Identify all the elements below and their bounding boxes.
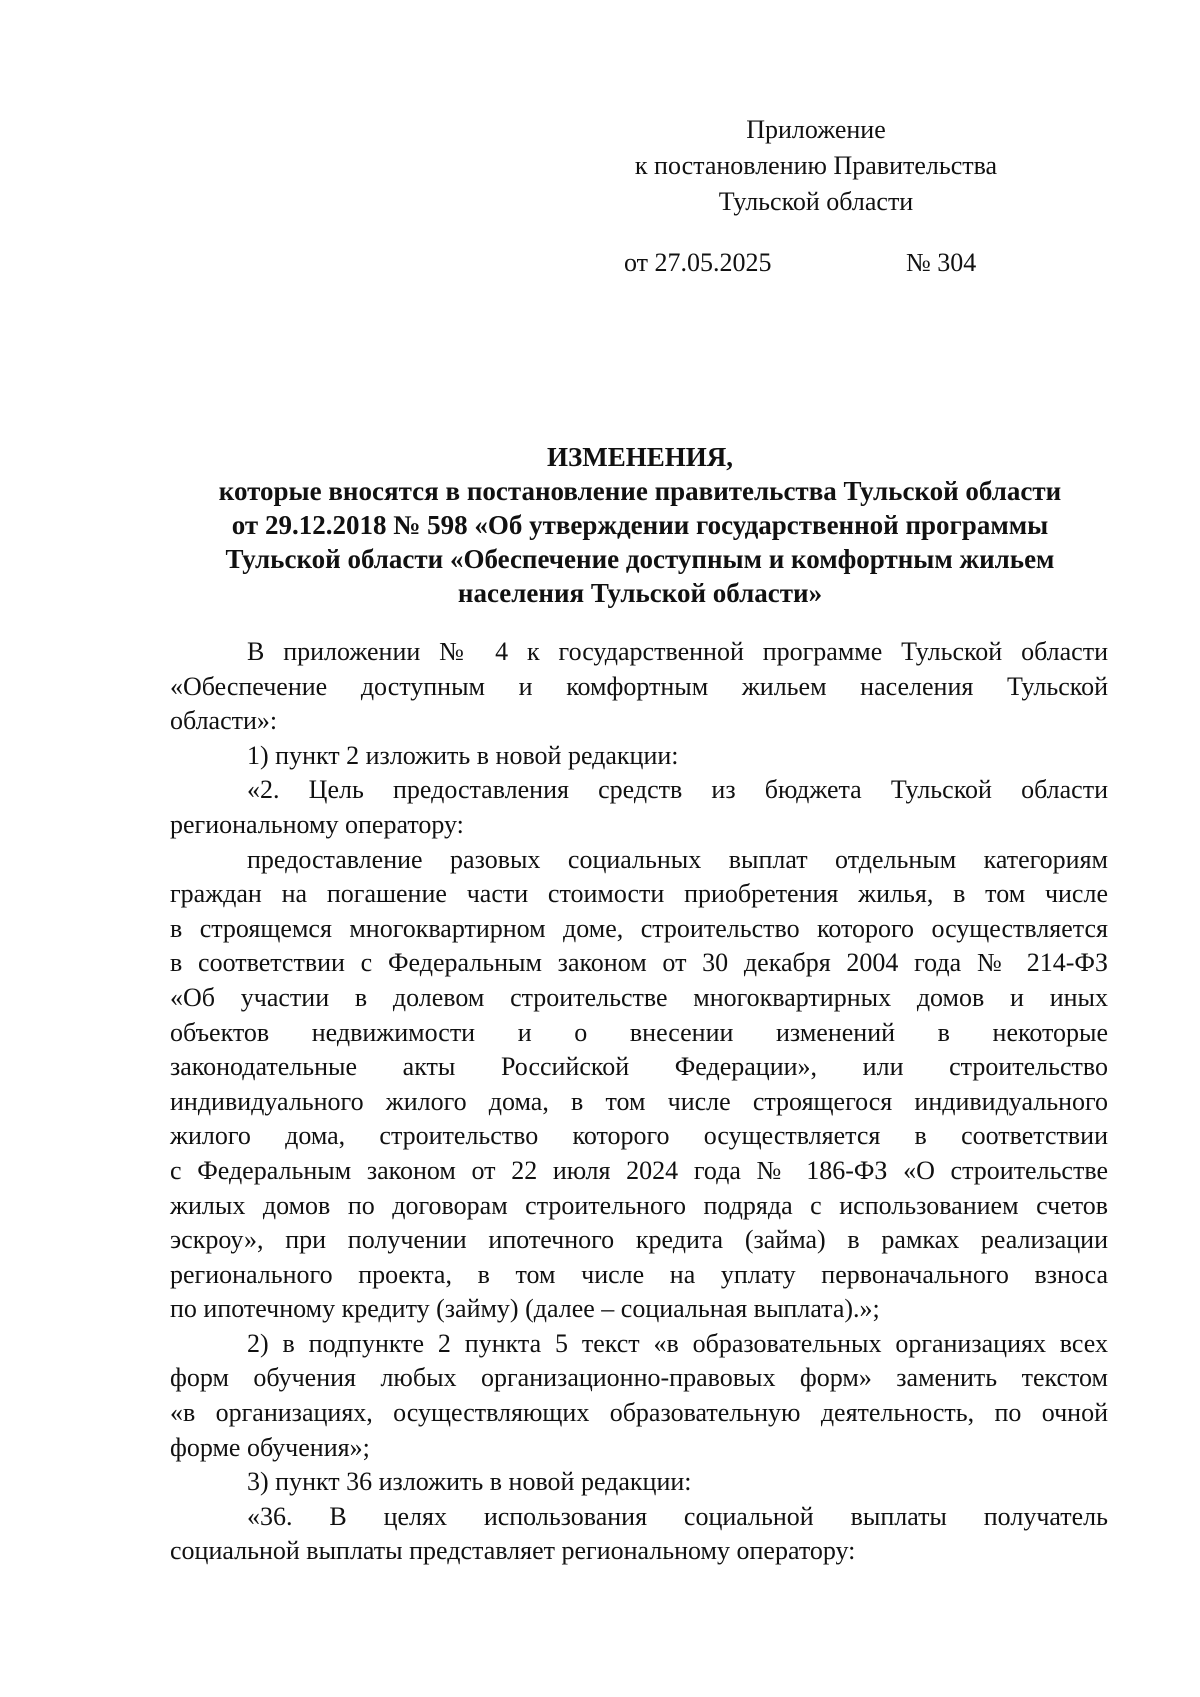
body-line: жилого дома, строительство которого осуществляется в соответствии — [170, 1121, 1108, 1151]
body-line: предоставление разовых социальных выплат отдельным категориям — [247, 844, 1108, 874]
resolution-number: № 304 — [906, 248, 977, 277]
body-line: региональному оператору: — [170, 809, 464, 839]
body-line: форм обучения любых организационно-правовых форм» заменить текстом — [170, 1363, 1108, 1393]
title-line: которые вносятся в постановление правительства Тульской области — [218, 476, 1062, 506]
body-line: «в организациях, осуществляющих образовательную деятельность, по очной — [170, 1398, 1108, 1428]
body-line: «Обеспечение доступным и комфортным жильем населения Тульской — [170, 671, 1108, 701]
body-line: 1) пункт 2 изложить в новой редакции: — [247, 740, 679, 770]
document-body — [170, 635, 1108, 1569]
appendix-header — [600, 112, 1032, 220]
resolution-date: от 27.05.2025 — [624, 248, 772, 277]
body-line: объектов недвижимости и о внесении изменений в некоторые — [170, 1017, 1108, 1047]
document-title — [170, 440, 1110, 610]
appendix-line: Тульской области — [718, 187, 914, 216]
body-line: 3) пункт 36 изложить в новой редакции: — [247, 1467, 692, 1497]
body-line: 2) в подпункте 2 пункта 5 текст «в образовательных организациях всех — [247, 1328, 1108, 1358]
body-line: В приложении № 4 к государственной программе Тульской области — [247, 637, 1108, 666]
body-line: социальной выплаты представляет региональному оператору: — [170, 1536, 856, 1566]
body-line: области»: — [170, 706, 278, 736]
body-line: жилых домов по договорам строительного подряда с использованием счетов — [170, 1190, 1108, 1220]
body-line: законодательные акты Российской Федерации», или строительство — [170, 1052, 1108, 1082]
body-line: «36. В целях использования социальной выплаты получатель — [247, 1501, 1108, 1531]
body-line: по ипотечному кредиту (займу) (далее – социальная выплата).»; — [170, 1294, 880, 1324]
title-line: от 29.12.2018 № 598 «Об утверждении государственной программы — [231, 510, 1049, 540]
body-line: эскроу», при получении ипотечного кредита (займа) в рамках реализации — [170, 1225, 1108, 1255]
title-line: населения Тульской области» — [457, 578, 823, 608]
title-heading: ИЗМЕНЕНИЯ, — [546, 442, 733, 472]
body-line: в соответствии с Федеральным законом от 30 декабря 2004 года № 214-ФЗ — [170, 948, 1108, 978]
body-line: граждан на погашение части стоимости приобретения жилья, в том числе — [170, 879, 1108, 909]
body-line: «2. Цель предоставления средств из бюджета Тульской области — [247, 775, 1108, 805]
body-line: индивидуального жилого дома, в том числе строящегося индивидуального — [170, 1086, 1108, 1116]
body-line: в строящемся многоквартирном доме, строительство которого осуществляется — [170, 913, 1108, 943]
body-line: форме обучения»; — [170, 1432, 370, 1462]
appendix-line: Приложение — [746, 115, 886, 144]
body-line: с Федеральным законом от 22 июля 2024 года № 186-ФЗ «О строительстве — [170, 1155, 1108, 1185]
appendix-line: к постановлению Правительства — [634, 151, 998, 180]
title-line: Тульской области «Обеспечение доступным и комфортным жильем — [225, 544, 1055, 574]
body-line: «Об участии в долевом строительстве многоквартирных домов и иных — [170, 982, 1108, 1012]
body-line: регионального проекта, в том числе на уплату первоначального взноса — [170, 1259, 1108, 1289]
